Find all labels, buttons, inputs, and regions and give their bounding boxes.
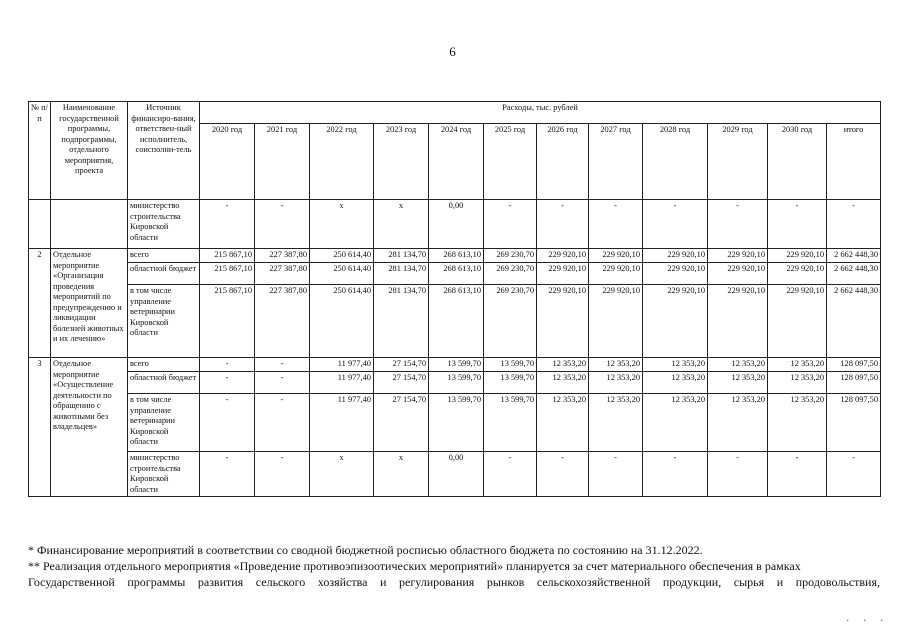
- footnote-1: * Финансирование мероприятий в соответствии со сводной бюджетной росписью областного бюджета по состоянию на 31.12.2022.: [28, 543, 703, 557]
- expense-value-cell: -: [255, 452, 310, 497]
- expense-value-cell: 250 614,40: [310, 285, 374, 358]
- table-row: [29, 263, 881, 285]
- total-value-cell: -: [827, 200, 881, 249]
- program-name-cell: Отдельное мероприятие «Организация проведения мероприятий по предупреждению и ликвидации болезней животных и их лечению»: [51, 249, 128, 358]
- expense-value-cell: 13 599,70: [429, 394, 484, 452]
- header-year: 2022 год: [310, 124, 374, 200]
- expense-value-cell: 27 154,70: [374, 394, 429, 452]
- row-number: [29, 200, 51, 249]
- expense-value-cell: 281 134,70: [374, 285, 429, 358]
- expense-value-cell: 12 353,20: [768, 394, 827, 452]
- program-name-cell: [51, 200, 128, 249]
- expense-value-cell: 27 154,70: [374, 372, 429, 394]
- expense-value-cell: -: [484, 452, 537, 497]
- expense-value-cell: -: [255, 372, 310, 394]
- header-year: 2026 год: [537, 124, 589, 200]
- expense-value-cell: х: [374, 452, 429, 497]
- expense-value-cell: -: [200, 394, 255, 452]
- expense-value-cell: 13 599,70: [429, 358, 484, 372]
- expense-value-cell: 229 920,10: [643, 285, 708, 358]
- expense-value-cell: 268 613,10: [429, 263, 484, 285]
- expense-value-cell: -: [643, 452, 708, 497]
- expense-value-cell: -: [255, 394, 310, 452]
- expense-value-cell: 11 977,40: [310, 372, 374, 394]
- expense-value-cell: 229 920,10: [537, 285, 589, 358]
- expense-value-cell: х: [310, 452, 374, 497]
- expense-value-cell: 12 353,20: [589, 358, 643, 372]
- funding-source-cell: всего: [128, 358, 200, 372]
- footnote-2-continuation: Государственной программы развития сельского хозяйства и регулирования рынков сельскохозяйственной продукции, сырья и продовольствия,: [28, 575, 880, 590]
- row-number: 3: [29, 358, 51, 497]
- expense-value-cell: 12 353,20: [708, 372, 768, 394]
- expense-value-cell: 13 599,70: [484, 394, 537, 452]
- footnotes: [28, 542, 880, 591]
- expense-value-cell: -: [768, 200, 827, 249]
- expense-value-cell: 269 230,70: [484, 263, 537, 285]
- expense-value-cell: 215 867,10: [200, 249, 255, 263]
- expense-value-cell: -: [255, 200, 310, 249]
- expense-value-cell: 229 920,10: [537, 263, 589, 285]
- expense-value-cell: 229 920,10: [643, 249, 708, 263]
- expense-value-cell: 12 353,20: [643, 394, 708, 452]
- total-value-cell: 2 662 448,30: [827, 285, 881, 358]
- expense-value-cell: 268 613,10: [429, 249, 484, 263]
- expense-value-cell: 229 920,10: [708, 285, 768, 358]
- expense-value-cell: 229 920,10: [589, 263, 643, 285]
- expense-value-cell: 27 154,70: [374, 358, 429, 372]
- funding-source-cell: в том числе управление ветеринарии Кировской области: [128, 285, 200, 358]
- expense-value-cell: 229 920,10: [537, 249, 589, 263]
- header-year: 2029 год: [708, 124, 768, 200]
- table-row: [29, 372, 881, 394]
- expense-value-cell: 281 134,70: [374, 249, 429, 263]
- header-year: 2027 год: [589, 124, 643, 200]
- total-value-cell: -: [827, 452, 881, 497]
- expense-value-cell: 12 353,20: [768, 358, 827, 372]
- table-row: [29, 200, 881, 249]
- row-number: 2: [29, 249, 51, 358]
- expense-value-cell: -: [708, 200, 768, 249]
- total-value-cell: 128 097,50: [827, 394, 881, 452]
- expense-value-cell: 13 599,70: [429, 372, 484, 394]
- expense-value-cell: 12 353,20: [708, 358, 768, 372]
- header-funding-source: Источник финансиро-вания, ответствен-ный исполнитель, соисполни-тель: [128, 102, 200, 200]
- table-body: [29, 200, 881, 497]
- total-value-cell: 2 662 448,30: [827, 263, 881, 285]
- expense-value-cell: 268 613,10: [429, 285, 484, 358]
- header-total: итого: [827, 124, 881, 200]
- table-row: [29, 358, 881, 372]
- header-year: 2028 год: [643, 124, 708, 200]
- funding-source-cell: министерство строительства Кировской области: [128, 452, 200, 497]
- expense-value-cell: -: [537, 200, 589, 249]
- expense-value-cell: -: [200, 200, 255, 249]
- expense-value-cell: 281 134,70: [374, 263, 429, 285]
- expense-value-cell: -: [537, 452, 589, 497]
- expense-value-cell: 229 920,10: [643, 263, 708, 285]
- expense-value-cell: 12 353,20: [589, 372, 643, 394]
- expense-value-cell: -: [708, 452, 768, 497]
- expense-value-cell: 229 920,10: [708, 263, 768, 285]
- expense-value-cell: -: [484, 200, 537, 249]
- expense-value-cell: 227 387,80: [255, 249, 310, 263]
- expense-value-cell: 12 353,20: [643, 372, 708, 394]
- page-number: 6: [449, 44, 456, 59]
- funding-source-cell: всего: [128, 249, 200, 263]
- funding-source-cell: областной бюджет: [128, 372, 200, 394]
- header-program-name: Наименование государственной программы, подпрограммы, отдельного мероприятия, проекта: [51, 102, 128, 200]
- expense-value-cell: 229 920,10: [768, 249, 827, 263]
- expense-value-cell: 0,00: [429, 200, 484, 249]
- header-year: 2030 год: [768, 124, 827, 200]
- total-value-cell: 2 662 448,30: [827, 249, 881, 263]
- expense-value-cell: -: [200, 358, 255, 372]
- header-year: 2020 год: [200, 124, 255, 200]
- expense-value-cell: -: [643, 200, 708, 249]
- expense-value-cell: 229 920,10: [589, 249, 643, 263]
- expense-value-cell: -: [589, 452, 643, 497]
- expense-value-cell: -: [200, 372, 255, 394]
- expense-value-cell: 12 353,20: [589, 394, 643, 452]
- expense-value-cell: 12 353,20: [768, 372, 827, 394]
- expense-value-cell: 215 867,10: [200, 263, 255, 285]
- funding-source-cell: областной бюджет: [128, 263, 200, 285]
- expense-value-cell: 250 614,40: [310, 263, 374, 285]
- footnote-2: ** Реализация отдельного мероприятия «Проведение противоэпизоотических мероприятий» планируется за счет материального обеспечения в рамках: [28, 559, 801, 574]
- table-row: [29, 249, 881, 263]
- total-value-cell: 128 097,50: [827, 372, 881, 394]
- expense-value-cell: 12 353,20: [537, 394, 589, 452]
- header-year: 2021 год: [255, 124, 310, 200]
- expense-value-cell: 250 614,40: [310, 249, 374, 263]
- expense-value-cell: х: [374, 200, 429, 249]
- expense-value-cell: 229 920,10: [589, 285, 643, 358]
- expense-value-cell: 227 387,80: [255, 285, 310, 358]
- funding-source-cell: министерство строительства Кировской области: [128, 200, 200, 249]
- expense-value-cell: 12 353,20: [537, 372, 589, 394]
- expense-value-cell: 12 353,20: [537, 358, 589, 372]
- total-value-cell: 128 097,50: [827, 358, 881, 372]
- table-row: [29, 394, 881, 452]
- table-row: [29, 285, 881, 358]
- expense-value-cell: 229 920,10: [708, 249, 768, 263]
- expense-value-cell: 12 353,20: [708, 394, 768, 452]
- expense-value-cell: 215 867,10: [200, 285, 255, 358]
- expense-value-cell: 269 230,70: [484, 285, 537, 358]
- expense-value-cell: 11 977,40: [310, 394, 374, 452]
- corner-marks: . . .: [846, 613, 889, 624]
- expense-value-cell: 13 599,70: [484, 358, 537, 372]
- table-row: [29, 452, 881, 497]
- budget-table: [28, 101, 881, 497]
- expense-value-cell: 11 977,40: [310, 358, 374, 372]
- expense-value-cell: -: [589, 200, 643, 249]
- header-expenses: Расходы, тыс. рублей: [200, 102, 881, 124]
- expense-value-cell: х: [310, 200, 374, 249]
- expense-value-cell: 269 230,70: [484, 249, 537, 263]
- header-year: 2024 год: [429, 124, 484, 200]
- expense-value-cell: 13 599,70: [484, 372, 537, 394]
- expense-value-cell: -: [768, 452, 827, 497]
- header-year: 2025 год: [484, 124, 537, 200]
- expense-value-cell: 227 387,80: [255, 263, 310, 285]
- header-year: 2023 год: [374, 124, 429, 200]
- funding-source-cell: в том числе управление ветеринарии Кировской области: [128, 394, 200, 452]
- expense-value-cell: 229 920,10: [768, 263, 827, 285]
- header-number: № п/п: [29, 102, 51, 200]
- header-row-top: [29, 102, 881, 124]
- expense-value-cell: 229 920,10: [768, 285, 827, 358]
- program-name-cell: Отдельное мероприятие «Осуществление деятельности по обращению с животными без владельцев»: [51, 358, 128, 497]
- expense-value-cell: -: [200, 452, 255, 497]
- expense-value-cell: 0,00: [429, 452, 484, 497]
- expense-value-cell: -: [255, 358, 310, 372]
- expense-value-cell: 12 353,20: [643, 358, 708, 372]
